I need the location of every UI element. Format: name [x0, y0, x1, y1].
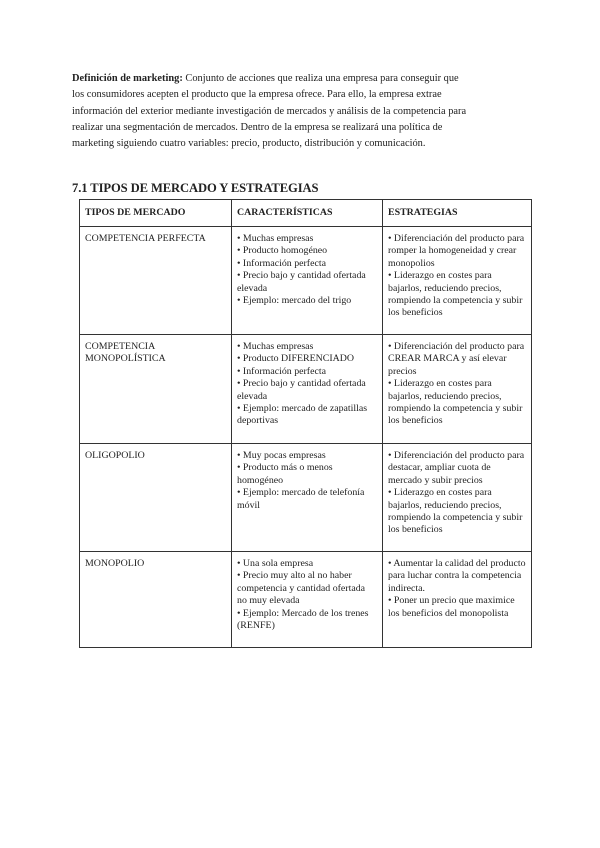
table-header-row [80, 200, 532, 227]
list-item: • Poner un precio que maximice los beneficios del monopolista [388, 595, 515, 619]
list-item: • Muchas empresas [237, 233, 314, 244]
characteristics-cell [232, 552, 383, 648]
strategies-cell [383, 227, 532, 335]
section-title: 7.1 TIPOS DE MERCADO Y ESTRATEGIAS [72, 181, 319, 195]
strategies-cell [383, 444, 532, 552]
header-tipos-de-mercado: TIPOS DE MERCADO [80, 200, 232, 227]
marketing-definition-paragraph [72, 71, 472, 152]
list-item: • Producto DIFERENCIADO [237, 353, 355, 365]
table-row [80, 552, 532, 648]
list-item: • Liderazgo en costes para bajarlos, reduciendo precios, rompiendo la competencia y subir los beneficios [388, 270, 523, 319]
table-row [80, 444, 532, 552]
header-caracteristicas: CARACTERÍSTICAS [232, 200, 383, 227]
list-item: • Producto más o menos homogéneo [237, 462, 333, 486]
list-item: • Ejemplo: mercado del trigo [237, 295, 352, 307]
market-type-cell: COMPETENCIA PERFECTA [80, 227, 232, 335]
market-types-table [79, 199, 532, 648]
market-type-cell: OLIGOPOLIO [80, 444, 232, 552]
list-item: • Producto homogéneo [237, 245, 328, 257]
list-item: • Ejemplo: Mercado de los trenes (RENFE) [237, 607, 369, 632]
list-item: • Información perfecta [237, 257, 326, 269]
characteristics-cell [232, 227, 383, 335]
strategies-cell [383, 552, 532, 648]
market-type-cell: MONOPOLIO [80, 552, 232, 648]
list-item: • Aumentar la calidad del producto para luchar contra la competencia indirecta. [388, 558, 526, 594]
list-item: • Muy pocas empresas [237, 450, 326, 461]
list-item: • Diferenciación del producto para destacar, ampliar cuota de mercado y subir precios [388, 450, 525, 486]
market-type-cell: COMPETENCIA MONOPOLÍSTICA [80, 335, 232, 444]
list-item: • Información perfecta [237, 365, 326, 377]
table-row [80, 227, 532, 335]
list-item: • Una sola empresa [237, 558, 314, 569]
definition-term: Definición de marketing: [72, 73, 183, 84]
list-item: • Diferenciación del producto para romper la homogeneidad y crear monopolios [388, 233, 525, 269]
list-item: • Diferenciación del producto para CREAR MARCA y así elevar precios [388, 341, 525, 377]
list-item: • Precio bajo y cantidad ofertada elevada [237, 270, 366, 294]
characteristics-cell [232, 335, 383, 444]
table-row [80, 335, 532, 444]
list-item: • Liderazgo en costes para bajarlos, reduciendo precios, rompiendo la competencia y subir los beneficios [388, 378, 523, 427]
characteristics-cell [232, 444, 383, 552]
header-estrategias: ESTRATEGIAS [383, 200, 532, 227]
list-item: • Muchas empresas [237, 341, 314, 352]
definition-text: Conjunto de acciones que realiza una empresa para conseguir que los consumidores acepten el producto que la empresa ofrece. Para ello, la empresa extrae información del exterior mediante investigación de mercados y análisis de la competencia para realizar una segmentación de mercados. Dentro de la empresa se realizará una política de marketing siguiendo cuatro variables: precio, producto, distribución y comunicación. [72, 73, 467, 150]
list-item: • Precio bajo y cantidad ofertada elevada [237, 378, 366, 402]
list-item: • Ejemplo: mercado de zapatillas deportivas [237, 403, 368, 427]
list-item: • Ejemplo: mercado de telefonía móvil [237, 487, 365, 511]
strategies-cell [383, 335, 532, 444]
list-item: • Liderazgo en costes para bajarlos, reduciendo precios, rompiendo la competencia y subir los beneficios [388, 487, 523, 536]
list-item: • Precio muy alto al no haber competencia y cantidad ofertada no muy elevada [237, 570, 366, 607]
